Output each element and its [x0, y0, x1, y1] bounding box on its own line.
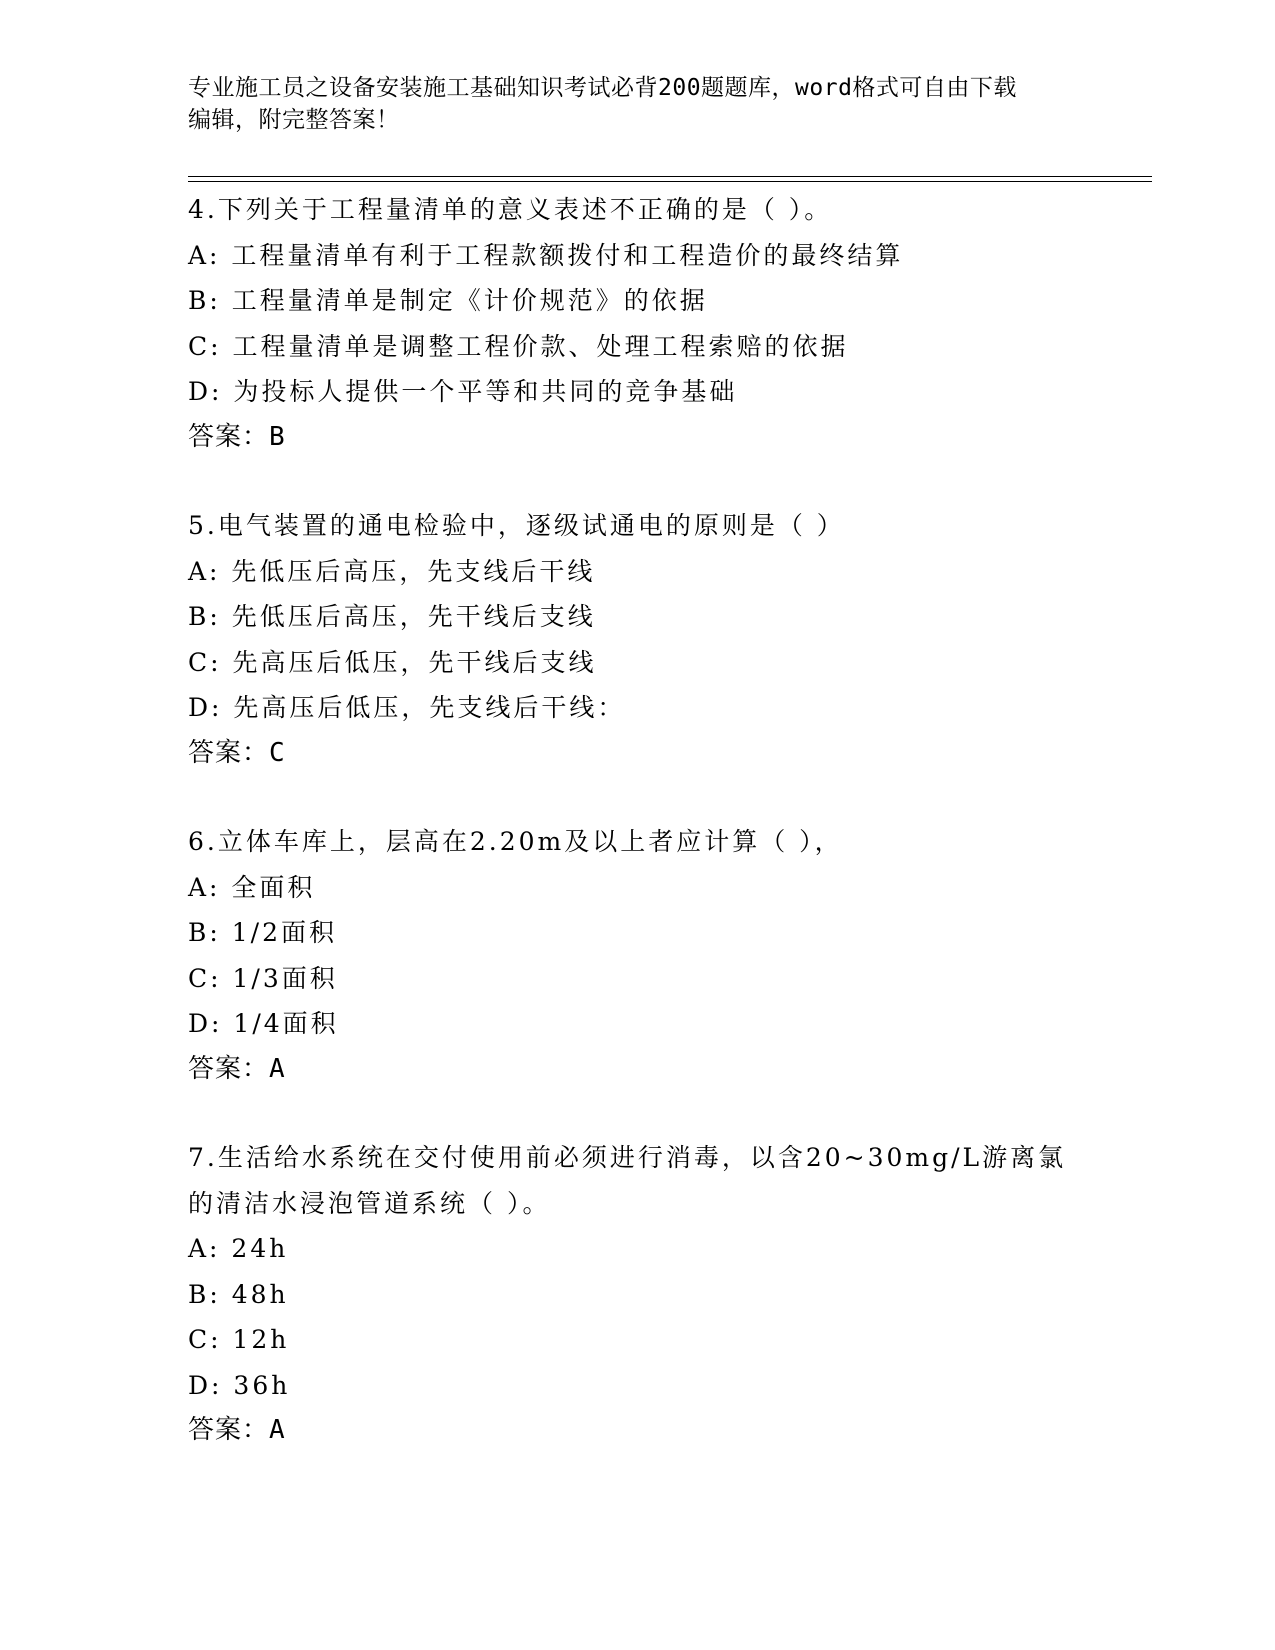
option-a: A: 24h	[188, 1234, 289, 1263]
option-a: A: 工程量清单有利于工程款额拨付和工程造价的最终结算	[188, 240, 904, 270]
question-stem: 4.下列关于工程量清单的意义表述不正确的是（ ）。	[188, 195, 833, 224]
option-d: D: 1/4面积	[188, 1009, 339, 1038]
question-stem: 5.电气装置的通电检验中，逐级试通电的原则是（ ）	[188, 511, 845, 540]
option-c: C: 工程量清单是调整工程价款、处理工程索赔的依据	[188, 331, 849, 361]
option-b: B: 先低压后高压，先干线后支线	[188, 602, 596, 631]
option-d: D: 为投标人提供一个平等和共同的竞争基础	[188, 377, 738, 406]
answer-label: 答案：C	[188, 737, 286, 768]
question-4	[188, 187, 1088, 460]
question-stem-line-2: 的清洁水浸泡管道系统（ ）。	[188, 1188, 551, 1218]
question-stem: 6.立体车库上，层高在2.20m及以上者应计算（ ），	[188, 827, 843, 856]
option-d: D: 36h	[188, 1370, 291, 1400]
option-b: B: 1/2面积	[188, 918, 337, 947]
option-a: A: 先低压后高压，先支线后干线	[188, 556, 596, 586]
option-b: B: 工程量清单是制定《计价规范》的依据	[188, 286, 708, 315]
header-line-1: 专业施工员之设备安装施工基础知识考试必背200题题库，word格式可自由下载	[188, 75, 1017, 101]
option-a: A: 全面积	[188, 872, 316, 902]
option-d: D: 先高压后低压，先支线后干线：	[188, 693, 626, 722]
option-b: B: 48h	[188, 1279, 289, 1309]
answer-label: 答案：A	[188, 1415, 286, 1445]
question-7	[188, 1135, 1088, 1454]
document-header	[188, 72, 1088, 136]
option-c: C: 12h	[188, 1325, 290, 1354]
question-6	[188, 819, 1088, 1092]
option-c: C: 1/3面积	[188, 963, 338, 993]
header-divider	[188, 176, 1152, 182]
question-5	[188, 503, 1088, 776]
question-stem-line-1: 7.生活给水系统在交付使用前必须进行消毒，以含20~30mg/L游离氯	[188, 1143, 1067, 1172]
answer-label: 答案：A	[188, 1053, 286, 1084]
header-line-2: 编辑，附完整答案！	[188, 107, 400, 133]
answer-label: 答案：B	[188, 421, 286, 452]
option-c: C: 先高压后低压，先干线后支线	[188, 647, 597, 677]
